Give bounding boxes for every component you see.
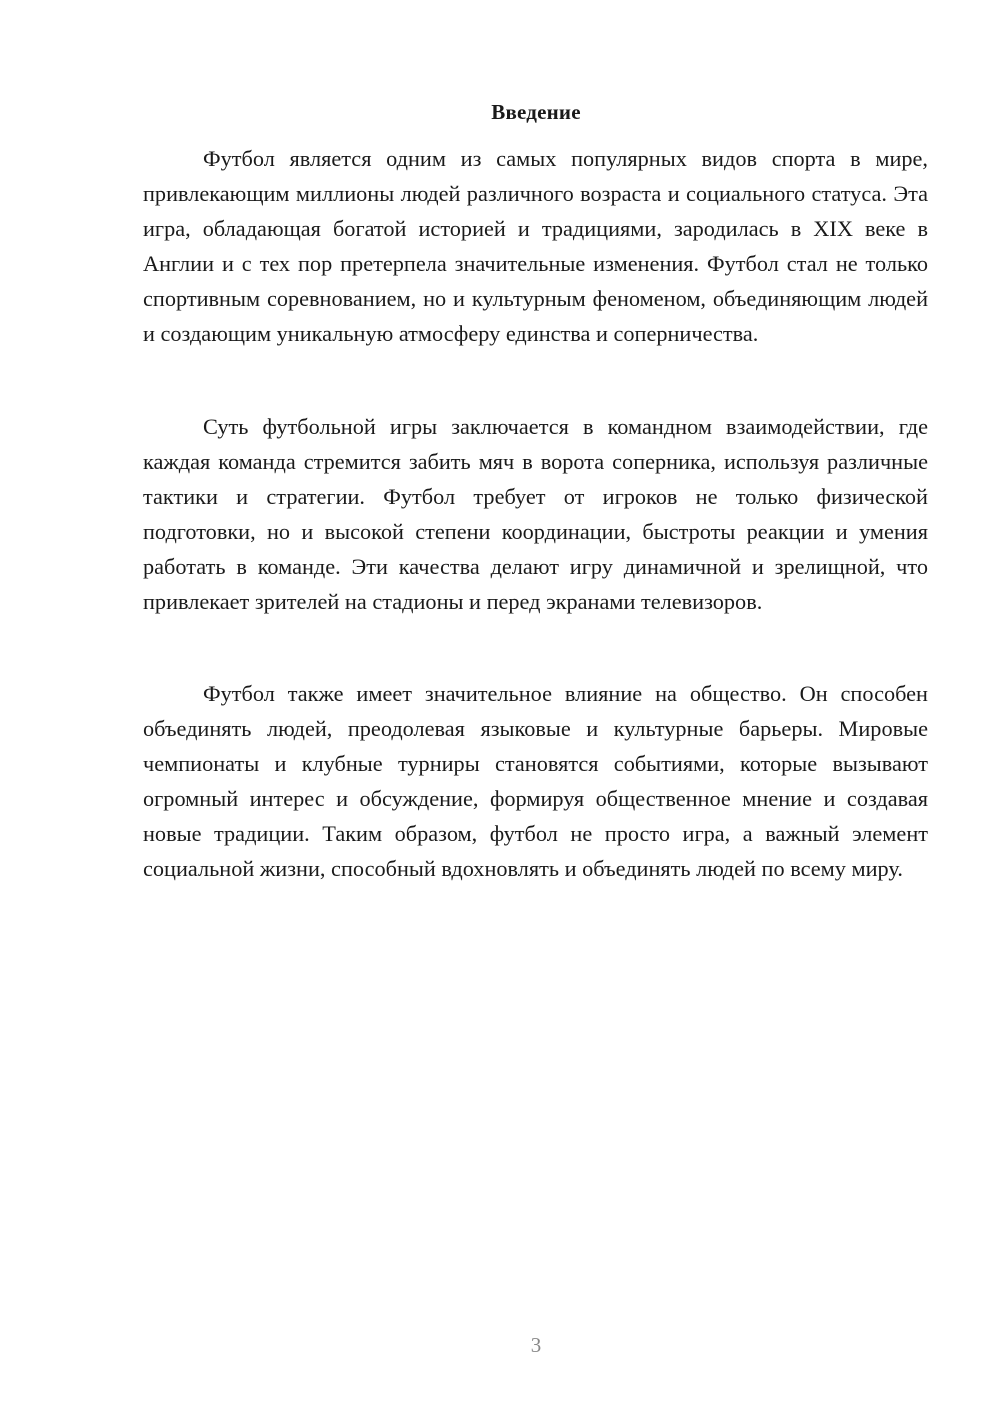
paragraph-3: Футбол также имеет значительное влияние на общество. Он способен объединять людей, преодолевая языковые и культурные барьеры. Мировые чемпионаты и клубные турниры становятся событиями, которые вызывают огромный интерес и обсуждение, формируя общественное мнение и создавая новые традиции. Таким образом, футбол не просто игра, а важный элемент социальной жизни, способный вдохновлять и объединять людей по всему миру. [143,681,928,882]
paragraph-1: Футбол является одним из самых популярных видов спорта в мире, привлекающим миллионы людей различного возраста и социального статуса. Эта игра, обладающая богатой историей и традициями, зародилась в XIX веке в Англии и с тех пор претерпела значительные изменения. Футбол стал не только спортивным соревнованием, но и культурным феноменом, объединяющим людей и создающим уникальную атмосферу единства и соперничества. [143,146,928,347]
paragraph-2: Суть футбольной игры заключается в командном взаимодействии, где каждая команда стремится забить мяч в ворота соперника, используя различные тактики и стратегии. Футбол требует от игроков не только физической подготовки, но и высокой степени координации, быстроты реакции и умения работать в команде. Эти качества делают игру динамичной и зрелищной, что привлекает зрителей на стадионы и перед экранами телевизоров. [143,414,928,615]
section-heading: Введение [491,100,581,124]
page-number: 3 [530,1333,542,1357]
